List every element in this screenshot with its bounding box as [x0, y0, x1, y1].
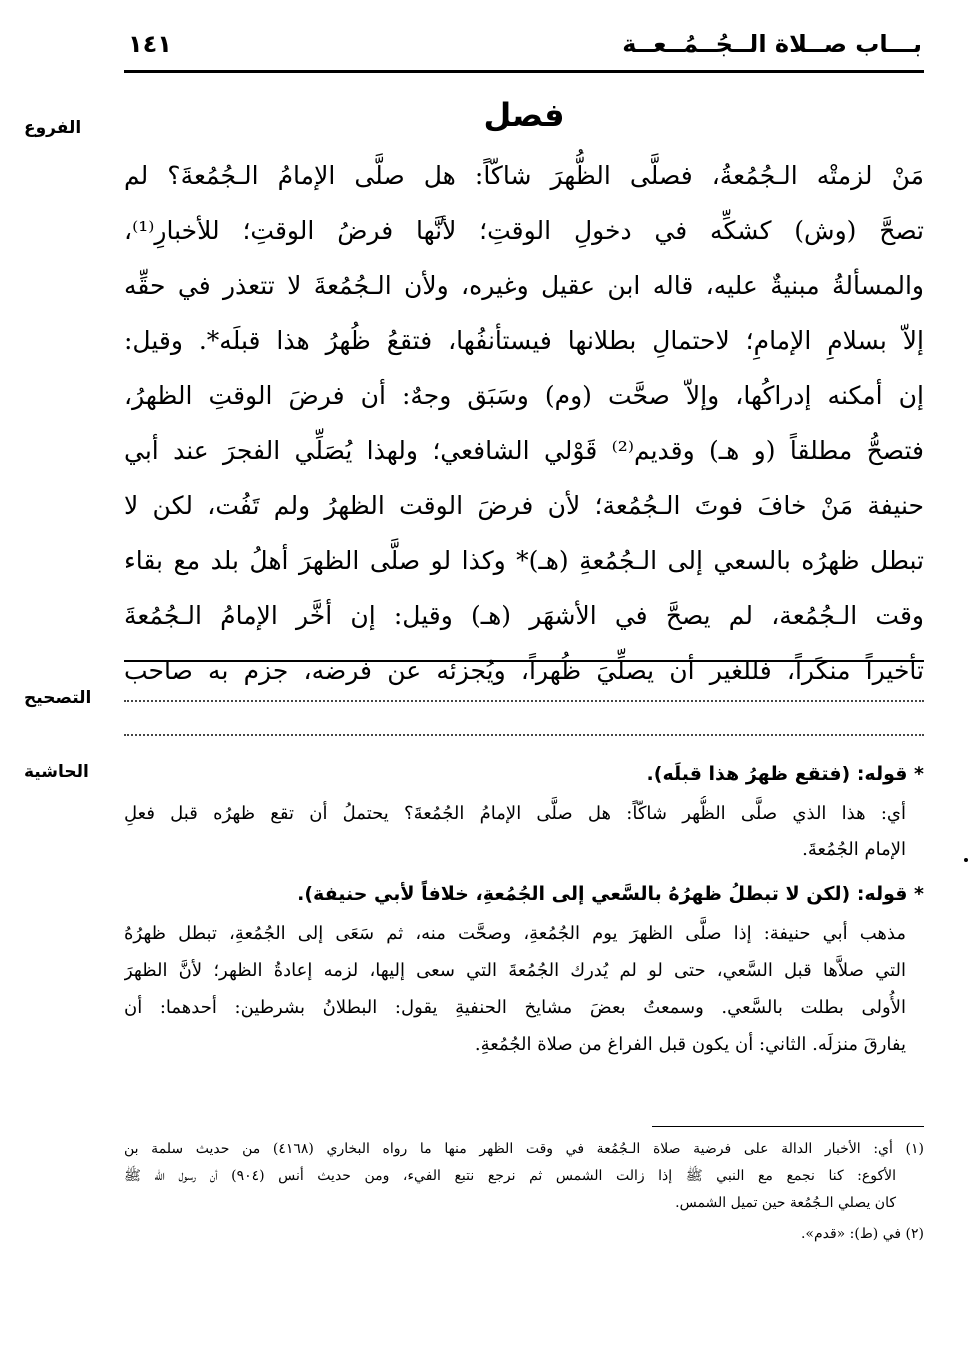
margin-label-hashia: الحاشية	[24, 762, 89, 782]
hashia-entry-body	[124, 796, 924, 868]
main-text-block	[124, 148, 924, 698]
tashih-dotted-line	[124, 734, 924, 736]
footnote-line: كان يصلي الـجُمُعة حين تميل الشمس.	[675, 1195, 896, 1211]
hashia-line: التي صلاَّها قبل السَّعي، حتى لو لم يُدرك الجُمُعةَ التي سعى إليها، لزمه إعادةُ الظهر؛ لأنَّ الظهرَ	[124, 960, 906, 981]
main-text-line: فتصحُّ مطلقاً (و هـ) وقديم⁽²⁾ قَوْلي الشافعي؛ ولهذا يُصَلِّي الفجرَ عند أبي	[124, 436, 924, 465]
hashia-line: مذهب أبي حنيفة: إذا صلَّى الظهرَ يوم الجُمُعةِ، وصحَّت منه، ثم سَعَى إلى الجُمُعةِ، تبطل ظهرُهُ	[124, 923, 906, 944]
tashih-dotted-line	[124, 700, 924, 702]
footnotes-block	[124, 1136, 924, 1248]
footnote-line: الأكوع: كنا نجمع مع النبي ﷺ إذا زالت الشمس ثم نرجع نتبع الفيء، ومن حديث أنس (٩٠٤) أن رسول الله ﷺ	[124, 1168, 897, 1184]
main-text-line: إلاّ بسلامِ الإمامِ؛ لاحتمالِ بطلانها فيستأنفُها، فتقعُ ظُهرُ هذا قبلَه*. وقيل:	[124, 326, 924, 355]
main-text-line: تبطل ظهرُه بالسعي إلى الـجُمُعةِ (هـ)* وكذا لو صلَّى الظهرَ أهلُ بلد مع بقاء	[124, 546, 924, 575]
hashia-line: يفارقَ منزلَه. الثاني: أن يكون قبل الفراغ من صلاة الجُمُعةِ.	[474, 1034, 906, 1055]
main-text-rule	[124, 660, 924, 662]
section-heading: فصل	[483, 96, 565, 134]
footnote-line: (٢) في (ط): «قدم».	[800, 1226, 924, 1242]
main-text-line: إن أمكنه إدراكُها، وإلاّ صحَّت (وم) وسَبَق وجهٌ: أن فرضَ الوقتِ الظهرُ،	[124, 381, 924, 410]
footnote-rule	[652, 1126, 924, 1127]
hashia-block	[124, 752, 924, 1064]
hashia-line: أي: هذا الذي صلَّى الظُّهر شاكّاً: هل صلَّى الإمامُ الجُمُعةَ؟ يحتملُ أن تقع ظهرُه قبل فعلِ	[124, 803, 906, 824]
footnote-line: (١) أي: الأخبار الدالة على فرضية صلاة الـجُمُعة في وقت الظهر منها ما رواه البخاري (٤١٦٨) من حديث سلمة بن	[124, 1141, 924, 1157]
main-text-line: تأخيراً منكَراً، فللغير أن يصلِّيَ ظُهراً، ويُجزئه عن فرضه، جزم به صاحب	[124, 656, 924, 685]
main-text-line: مَنْ لزمتْه الـجُمُعةُ، فصلَّى الظُّهرَ شاكّاً: هل صلَّى الإمامُ الـجُمُعةَ؟ لم	[124, 161, 924, 190]
margin-label-furoo: الفروع	[24, 118, 82, 138]
hashia-line: الإمام الجُمُعةَ.	[802, 839, 906, 860]
page-number: ١٤١	[128, 30, 172, 58]
hashia-entry-body	[124, 916, 924, 1064]
hashia-line: الأُولى بطلت بالسَّعي. وسمعتُ بعضَ مشايخ الحنفيةِ يقول: البطلانُ بشرطين: أحدهما: أن	[124, 997, 906, 1018]
running-title: بـــاب صــلاة الــجُــمُــعــة	[622, 30, 922, 58]
main-text-line: تصحَّ (وش) كشكِّه في دخولِ الوقتِ؛ لأنَّها فرضُ الوقتِ؛ للأخبارِ⁽¹⁾،	[124, 216, 924, 245]
hashia-entry-heading: * قوله: (فتقع ظهرُ هذا قبلَه).	[646, 763, 924, 785]
hashia-entry-heading: * قوله: (لكن لا تبطلُ ظهرُهُ بالسَّعي إلى الجُمُعةِ، خلافاً لأبي حنيفة).	[297, 883, 924, 905]
main-text-line: والمسألةُ مبنيةٌ عليه، قاله ابن عقيل وغيره، ولأن الـجُمُعةَ لا تتعذر في حقِّه	[124, 271, 924, 300]
main-text-line: حنيفة مَنْ خافَ فوتَ الـجُمُعة؛ لأن فرضَ الوقت الظهرُ ولم تَفُت، لكن لا	[124, 491, 924, 520]
header-rule	[124, 70, 924, 73]
scan-speck	[964, 858, 968, 862]
main-text-line: وقت الـجُمُعة، لم يصحَّ في الأشهَر (هـ) وقيل: إن أخَّر الإمامُ الـجُمُعةَ	[124, 601, 924, 630]
margin-label-tashih: التصحيح	[24, 688, 92, 708]
